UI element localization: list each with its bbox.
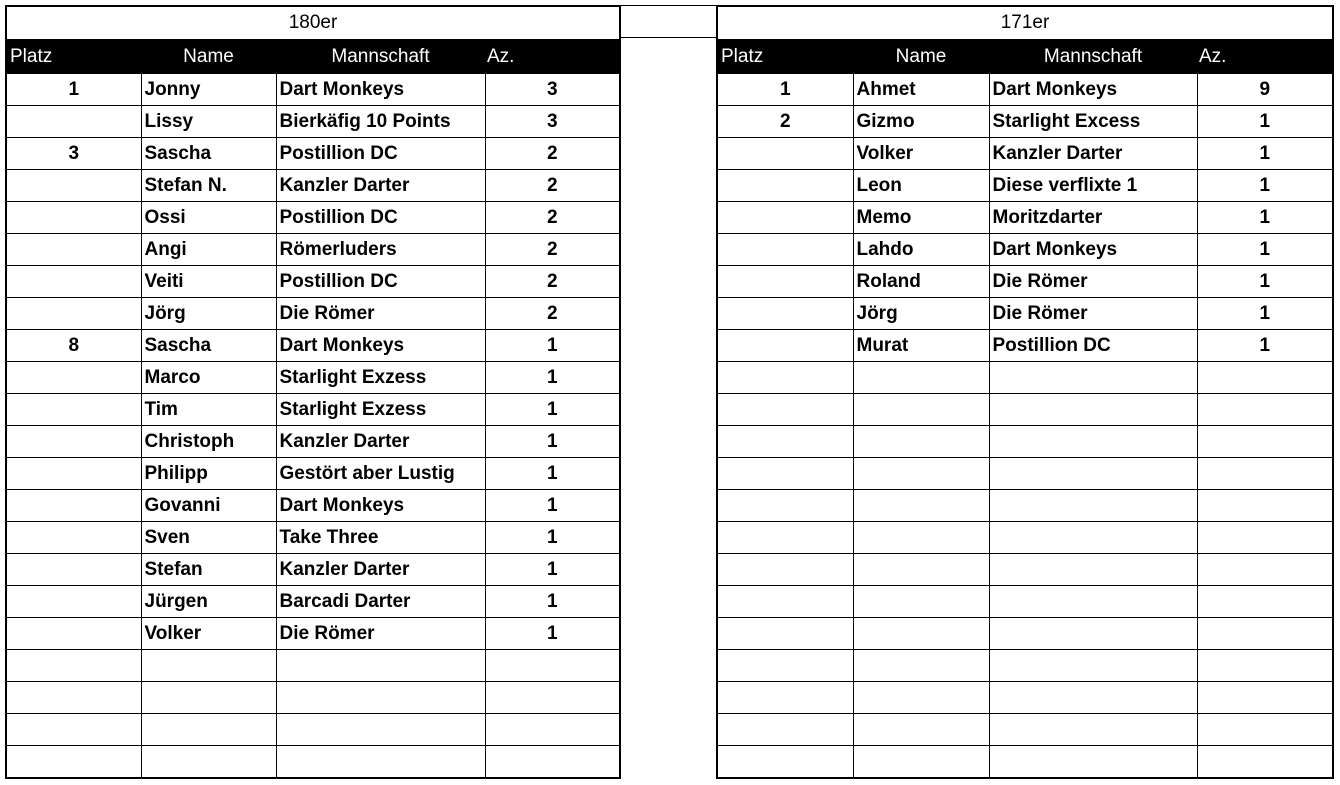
table-row [6,106,620,138]
cell-name [853,458,989,490]
cell-mannschaft: Bierkäfig 10 Points [276,106,485,138]
table-body-180er [6,6,620,778]
cell-az: 2 [485,138,620,170]
cell-name: Sven [141,522,276,554]
cell-mannschaft: Kanzler Darter [989,138,1197,170]
cell-az: 1 [1197,138,1333,170]
cell-mannschaft [276,746,485,779]
cell-az: 1 [485,394,620,426]
cell-az: 1 [485,330,620,362]
cell-name: Stefan N. [141,170,276,202]
cell-mannschaft: Kanzler Darter [276,170,485,202]
cell-az: 1 [485,586,620,618]
header-row [6,40,620,74]
table-row [717,746,1333,779]
table-body-171er [717,6,1333,778]
table-row [717,362,1333,394]
cell-platz [6,426,141,458]
cell-mannschaft: Barcadi Darter [276,586,485,618]
cell-name: Gizmo [853,106,989,138]
cell-az: 1 [485,554,620,586]
table-row [717,586,1333,618]
cell-mannschaft: Kanzler Darter [276,554,485,586]
cell-az [485,650,620,682]
table-row [6,682,620,714]
cell-name: Memo [853,202,989,234]
cell-name [141,746,276,779]
cell-az: 3 [485,106,620,138]
cell-platz [717,682,853,714]
cell-mannschaft [989,714,1197,746]
cell-name: Volker [853,138,989,170]
cell-name: Christoph [141,426,276,458]
cell-mannschaft [989,490,1197,522]
cell-name [141,650,276,682]
cell-name [853,426,989,458]
cell-az: 1 [1197,266,1333,298]
cell-az: 1 [1197,170,1333,202]
cell-name: Philipp [141,458,276,490]
cell-platz [717,138,853,170]
cell-platz [717,714,853,746]
cell-mannschaft: Dart Monkeys [989,74,1197,106]
cell-platz [717,554,853,586]
table-row [6,586,620,618]
table-row [6,234,620,266]
cell-mannschaft [989,362,1197,394]
cell-platz [6,490,141,522]
cell-mannschaft: Kanzler Darter [276,426,485,458]
table-row [717,106,1333,138]
cell-name [853,618,989,650]
cell-platz [717,586,853,618]
table-row [6,170,620,202]
cell-platz [6,746,141,779]
title-row [6,6,620,40]
cell-name: Murat [853,330,989,362]
table-row [717,618,1333,650]
table-row [717,330,1333,362]
cell-name: Jörg [141,298,276,330]
table-180er [5,5,621,779]
table-row [717,170,1333,202]
cell-az [1197,426,1333,458]
cell-az [485,746,620,779]
table-row [717,554,1333,586]
cell-mannschaft [989,586,1197,618]
cell-platz [6,298,141,330]
table-row [717,74,1333,106]
table-row [717,202,1333,234]
cell-platz [717,618,853,650]
cell-name [853,490,989,522]
cell-az [1197,394,1333,426]
cell-az [1197,746,1333,779]
cell-mannschaft: Die Römer [276,298,485,330]
cell-platz [6,714,141,746]
table-row [717,522,1333,554]
cell-mannschaft [276,650,485,682]
cell-platz [717,522,853,554]
cell-az [1197,522,1333,554]
cell-az [1197,586,1333,618]
cell-az: 1 [485,490,620,522]
cell-az [1197,714,1333,746]
cell-name: Leon [853,170,989,202]
cell-az [1197,554,1333,586]
table-title: 171er [717,6,1333,40]
cell-name: Sascha [141,138,276,170]
cell-mannschaft [989,618,1197,650]
cell-platz [6,522,141,554]
cell-platz [717,746,853,779]
cell-platz: 1 [6,74,141,106]
cell-name: Govanni [141,490,276,522]
cell-az: 2 [485,234,620,266]
cell-name [853,586,989,618]
cell-name: Lahdo [853,234,989,266]
cell-az: 1 [485,426,620,458]
cell-mannschaft: Die Römer [276,618,485,650]
header-platz: Platz [717,40,853,74]
cell-platz [717,298,853,330]
table-row [717,682,1333,714]
cell-az: 1 [485,362,620,394]
table-row [717,394,1333,426]
cell-name: Jürgen [141,586,276,618]
cell-platz [6,362,141,394]
cell-platz: 3 [6,138,141,170]
cell-az [1197,682,1333,714]
cell-platz [717,170,853,202]
cell-az: 1 [1197,330,1333,362]
cell-az [1197,650,1333,682]
title-row [717,6,1333,40]
cell-platz [717,234,853,266]
table-row [717,298,1333,330]
cell-mannschaft [276,714,485,746]
cell-name [853,394,989,426]
cell-name: Roland [853,266,989,298]
cell-platz [6,458,141,490]
cell-mannschaft: Dart Monkeys [989,234,1197,266]
cell-mannschaft: Dart Monkeys [276,490,485,522]
cell-mannschaft [989,682,1197,714]
table-row [6,458,620,490]
table-row [6,522,620,554]
cell-az: 1 [1197,298,1333,330]
cell-platz [6,106,141,138]
cell-az [1197,458,1333,490]
cell-name: Stefan [141,554,276,586]
cell-platz [717,426,853,458]
cell-az: 1 [485,618,620,650]
header-name: Name [141,40,276,74]
table-row [6,394,620,426]
cell-mannschaft: Postillion DC [276,266,485,298]
cell-platz [717,202,853,234]
cell-mannschaft [989,458,1197,490]
cell-az: 1 [485,458,620,490]
table-row [6,426,620,458]
cell-az: 1 [1197,234,1333,266]
cell-platz [717,330,853,362]
table-row [6,74,620,106]
cell-name: Tim [141,394,276,426]
cell-name: Lissy [141,106,276,138]
table-row [717,426,1333,458]
cell-platz [717,394,853,426]
cell-az [1197,362,1333,394]
cell-mannschaft [989,650,1197,682]
cell-mannschaft: Postillion DC [276,202,485,234]
cell-name [853,554,989,586]
cell-name [853,362,989,394]
cell-name [853,682,989,714]
table-row [6,362,620,394]
cell-mannschaft [989,746,1197,779]
cell-mannschaft: Starlight Exzess [276,394,485,426]
cell-mannschaft: Starlight Excess [989,106,1197,138]
cell-az: 2 [485,298,620,330]
header-az: Az. [1197,40,1333,74]
table-row [717,234,1333,266]
table-row [6,746,620,779]
table-row [717,458,1333,490]
header-mannschaft: Mannschaft [276,40,485,74]
cell-az [485,714,620,746]
cell-platz [6,202,141,234]
header-mannschaft: Mannschaft [989,40,1197,74]
header-platz: Platz [6,40,141,74]
table-row [717,714,1333,746]
table-row [717,650,1333,682]
header-row [717,40,1333,74]
cell-platz [6,266,141,298]
cell-name: Marco [141,362,276,394]
cell-name: Volker [141,618,276,650]
cell-name: Ossi [141,202,276,234]
table-row [6,618,620,650]
cell-platz: 1 [717,74,853,106]
cell-mannschaft: Starlight Exzess [276,362,485,394]
cell-platz [717,458,853,490]
cell-mannschaft: Römerluders [276,234,485,266]
cell-platz [6,554,141,586]
cell-name [853,650,989,682]
cell-platz [6,618,141,650]
cell-az: 1 [485,522,620,554]
cell-mannschaft: Take Three [276,522,485,554]
table-row [6,298,620,330]
table-row [717,266,1333,298]
cell-az: 2 [485,266,620,298]
table-row [6,330,620,362]
cell-name [853,522,989,554]
cell-az: 3 [485,74,620,106]
cell-mannschaft: Moritzdarter [989,202,1197,234]
cell-platz [6,586,141,618]
table-171er [716,5,1334,779]
cell-name: Angi [141,234,276,266]
cell-mannschaft: Dart Monkeys [276,330,485,362]
cell-platz [6,682,141,714]
cell-mannschaft: Postillion DC [276,138,485,170]
table-row [6,202,620,234]
cell-name: Ahmet [853,74,989,106]
header-az: Az. [485,40,620,74]
cell-platz [6,170,141,202]
cell-name [141,682,276,714]
table-row [6,650,620,682]
cell-name [853,714,989,746]
cell-az [1197,490,1333,522]
cell-mannschaft [989,394,1197,426]
cell-mannschaft [276,682,485,714]
cell-mannschaft: Die Römer [989,298,1197,330]
table-title: 180er [6,6,620,40]
cell-az [1197,618,1333,650]
cell-mannschaft: Die Römer [989,266,1197,298]
cell-name: Veiti [141,266,276,298]
spacer-gap [621,5,716,38]
table-row [6,266,620,298]
cell-platz [6,234,141,266]
cell-az [485,682,620,714]
cell-mannschaft: Gestört aber Lustig [276,458,485,490]
cell-platz [717,490,853,522]
cell-mannschaft: Postillion DC [989,330,1197,362]
cell-az: 2 [485,170,620,202]
cell-mannschaft [989,554,1197,586]
header-name: Name [853,40,989,74]
cell-mannschaft: Diese verflixte 1 [989,170,1197,202]
cell-platz [6,394,141,426]
table-row [6,714,620,746]
cell-az: 1 [1197,202,1333,234]
cell-platz [717,650,853,682]
cell-mannschaft: Dart Monkeys [276,74,485,106]
table-row [717,138,1333,170]
cell-platz: 2 [717,106,853,138]
cell-mannschaft [989,522,1197,554]
table-row [6,554,620,586]
table-row [717,490,1333,522]
cell-az: 2 [485,202,620,234]
cell-mannschaft [989,426,1197,458]
cell-name: Sascha [141,330,276,362]
cell-name: Jonny [141,74,276,106]
cell-platz [6,650,141,682]
cell-az: 1 [1197,106,1333,138]
cell-az: 9 [1197,74,1333,106]
cell-name [853,746,989,779]
cell-name: Jörg [853,298,989,330]
cell-name [141,714,276,746]
cell-platz [717,362,853,394]
cell-platz: 8 [6,330,141,362]
cell-platz [717,266,853,298]
table-row [6,138,620,170]
table-row [6,490,620,522]
